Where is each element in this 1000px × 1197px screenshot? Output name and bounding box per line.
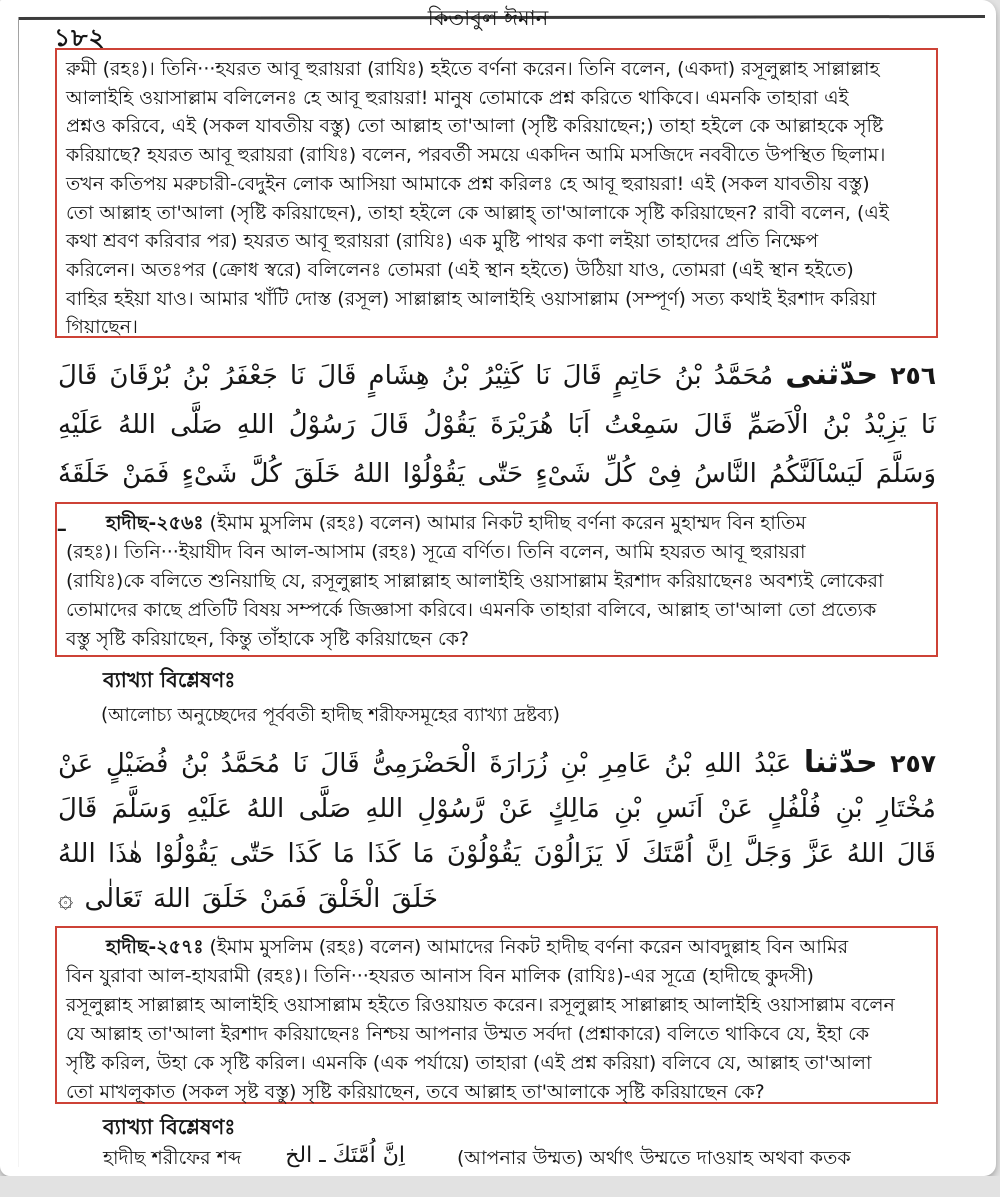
footer-label: হাদীছ শরীফের শব্দ [103,1147,242,1169]
explanation-heading-2: ব্যাখ্যা বিশ্লেষণঃ [103,1115,236,1139]
haddathani-bold-word: حدّثنى [785,357,879,392]
text-line: তখন কতিপয় মরুচারী-বেদুইন লোক আসিয়া আমাকে প্রশ্ন করিলঃ হে আবূ হুরায়রা! এই (সকল যাবতীয় বস্তু) [66,172,870,195]
hadith-257-isnad-matn: عَبْدُ اللهِ بْنُ عَامِرِ بْنِ زُرَارَةَ الْحَضْرَمِىُّ قَالَ نَا مُحَمَّدُ بْنُ فُضَيْلٍ عَنْ مُخْتَارِ بْنِ فُلْفُلٍ عَنْ اَنَسِ بْنِ مَالِكٍ عَنْ رَّسُوْلِ اللهِ صَلَّى اللهُ عَلَيْهِ وَسَلَّمَ قَالَ قَالَ اللهُ عَزَّ وَجَلَّ اِنَّ اُمَّتَكَ لَا يَزَالُوْنَ يَقُوْلُوْنَ مَا كَذَا مَا كَذَا حَتّٰى يَقُوْلُوْا هٰذَا اللهُ خَلَقَ الْخَلْقَ فَمَنْ خَلَقَ اللهَ تَعَالٰى ۞ [58,749,936,914]
text-line: বিন যুরাবা আল-হাযরামী (রহঃ)। তিনি···হযরত আনাস বিন মালিক (রাযিঃ)-এর সূত্রে (হাদীছে কুদসী) [66,964,814,987]
text-line-rest: (ইমাম মুসলিম (রহঃ) বলেন) আমাদের নিকট হাদীছ বর্ণনা করেন আবদুল্লাহ বিন আমির [209,936,849,958]
text-line: সৃষ্টি করিল, উহা কে সৃষ্টি করিল। এমনকি (এক পর্যায়ে) তাহারা (এই প্রশ্ন করিয়া) বলিবে যে, আল্লাহ তা'আলা [66,1051,872,1074]
hadith-257-translation-box [55,926,938,1104]
text-line: বাহির হইয়া যাও। আমার খাঁটি দোস্ত (রসূল) সাল্লাল্লাহ আলাইহি ওয়াসাল্লাম (সম্পূর্ণ) সত্য কথাই ইরশাদ করিয়া [66,287,877,310]
text-line: আলাইহি ওয়াসাল্লাম বলিলেনঃ হে আবূ হুরায়রা! মানুষ তোমাকে প্রশ্ন করিতে থাকিবে। এমনকি তাহারা এই [66,86,849,109]
text-line: করিয়াছে? হযরত আবূ হুরায়রা (রাযিঃ) বলেন, পরবর্তী সময়ে একদিন আমি মসজিদে নববীতে উপস্থিত ছিলাম। [66,144,886,167]
explanation-note-1: (আলোচ্য অনুচ্ছেদের পূর্ববতী হাদীছ শরীফসমূহের ব্যাখ্যা দ্রষ্টব্য) [101,705,560,726]
hadith-256-label: হাদীছ-২৫৬ঃ [106,512,204,534]
hadith-257-arabic-text [58,740,936,922]
footer-gloss: (আপনার উম্মত) অর্থাৎ উম্মতে দাওয়াহ অথবা কতক [456,1147,851,1169]
hadith-256-arabic-number: ٢٥٦ [890,361,937,390]
hadith-255-translation-box [55,48,938,338]
text-line: কথা শ্রবণ করিবার পর) হযরত আবূ হুরায়রা (রাযিঃ) এক মুষ্টি পাথর কণা লইয়া তাহাদের প্রতি নিক্ষেপ [66,230,819,253]
text-line: রসূলুল্লাহ সাল্লাল্লাহ আলাইহি ওয়াসাল্লাম হইতে রিওয়ায়ত করেন। রসূলুল্লাহ সাল্লাল্লাহ আলাইহি ওয়াসাল্লাম বলেন [66,993,895,1016]
text-line: গিয়াছেন। [66,316,138,339]
page-header-title: কিতাবুল ঈমান [427,6,549,30]
page-left-edge-shadow [18,17,19,1167]
explanation-heading-1: ব্যাখ্যা বিশ্লেষণঃ [103,668,236,692]
haddathana-bold-word: حدّثنا [803,745,878,780]
text-line: তোমাদের কাছে প্রতিটি বিষয় সম্পর্কে জিজ্ঞাসা করিবে। এমনকি তাহারা বলিবে, আল্লাহ তা'আলা তো প্রত্যেক [66,598,877,621]
text-line: যে আল্লাহ তা'আলা ইরশাদ করিয়াছেনঃ নিশ্চয় আপনার উম্মত সর্বদা (প্রশ্নাকারে) বলিতে থাকিবে যে, ইহা কে [66,1022,870,1045]
hadith-257-label: হাদীছ-২৫৭ঃ [106,936,204,958]
text-line-rest: (ইমাম মুসলিম (রহঃ) বলেন) আমার নিকট হাদীছ বর্ণনা করেন মুহাম্মদ বিন হাতিম [209,512,806,534]
footer-arabic-phrase: اِنَّ اُمَّتَكَ ـ الخ [285,1143,405,1168]
text-line: করিলেন। অতঃপর (ক্রোধ স্বরে) বলিলেনঃ তোমরা (এই স্থান হইতে) উঠিয়া যাও, তোমরা (এই স্থান হইতে) [66,258,854,281]
text-line: (রাযিঃ)কে বলিতে শুনিয়াছি যে, রসূলুল্লাহ সাল্লাল্লাহ আলাইহি ওয়াসাল্লাম ইরশাদ করিয়াছেনঃ অবশ্যই লোকেরা [66,569,884,592]
hadith-256-translation-box [55,502,938,657]
text-line: প্রশ্নও করিবে, এই (সকল যাবতীয় বস্তু) তো আল্লাহ তা'আলা (সৃষ্টি করিয়াছেন;) তাহা হইলে কে আল্লাহকে সৃষ্টি [66,115,884,138]
text-line: বস্তু সৃষ্টি করিয়াছেন, কিন্তু তাঁহাকে সৃষ্টি করিয়াছেন কে? [66,627,470,650]
scan-background [0,1176,1000,1197]
hadith-256-isnad-matn: مُحَمَّدُ بْنُ حَاتِمٍ قَالَ نَا كَثِيْرُ بْنُ هِشَامٍ قَالَ نَا جَعْفَرُ بْنُ بُرْقَانَ قَالَ نَا يَزِيْدُ بْنُ الْاَصَمِّ قَالَ سَمِعْتُ اَبَا هُرَيْرَةَ يَقُوْلُ قَالَ رَسُوْلُ اللهِ صَلَّى اللهُ عَلَيْهِ وَسَلَّمَ لَيَسْاَلَنَّكُمُ النَّاسُ فِىْ كُلِّ شَىْءٍ حَتّٰى يَقُوْلُوْا اللهُ خَلَقَ كُلَّ شَىْءٍ فَمَنْ خَلَقَهٗ ـ [58,361,936,538]
text-line: রুমী (রহঃ)। তিনি···হযরত আবূ হুরায়রা (রাযিঃ) হইতে বর্ণনা করেন। তিনি বলেন, (একদা) রসূলুল্লাহ সাল্লাল্লাহ [66,58,880,80]
page-number: ১৮২ [54,23,106,52]
text-line: (রহঃ)। তিনি···ইয়াযীদ বিন আল-আসাম (রহঃ) সূত্রে বর্ণিত। তিনি বলেন, আমি হযরত আবূ হুরায়রা [66,540,806,563]
explanation-first-line [103,1144,936,1176]
text-line [66,933,928,962]
text-line: তো আল্লাহ তা'আলা (সৃষ্টি করিয়াছেন), তাহা হইলে কে আল্লাহ্‌ তা'আলাকে সৃষ্টি করিয়াছেন? রাবী বলেন, (এই [66,201,889,224]
text-line [66,509,928,538]
text-line: তো মাখলূকাত (সকল সৃষ্ট বস্তু) সৃষ্টি করিয়াছেন, তবে আল্লাহ তা'আলাকে সৃষ্টি করিয়াছেন কে? [66,1080,765,1103]
hadith-257-arabic-number: ٢٥٧ [890,749,936,778]
